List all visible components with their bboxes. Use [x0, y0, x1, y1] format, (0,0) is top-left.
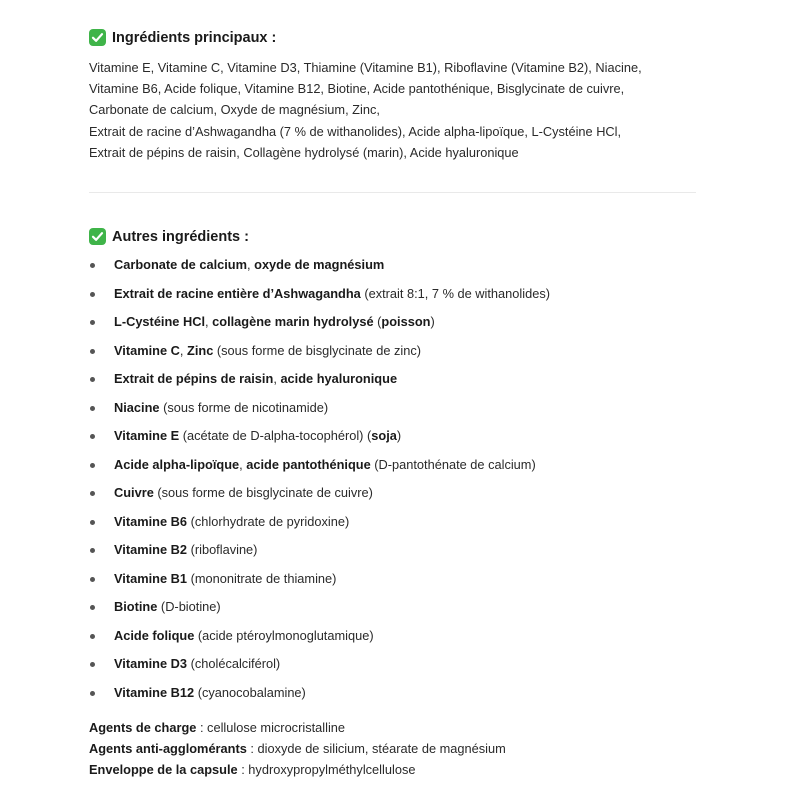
list-item-text [114, 284, 550, 304]
ingredient-detail: ( [373, 314, 382, 329]
ingredient-name: Vitamine C [114, 342, 180, 358]
paragraph-line: Extrait de pépins de raisin, Collagène hydrolysé (marin), Acide hyaluronique [89, 144, 519, 160]
footer-value: : hydroxypropylméthylcellulose [237, 762, 416, 777]
list-item-text [114, 398, 328, 418]
main-ingredients-paragraph [89, 57, 704, 163]
footer-label: Enveloppe de la capsule [89, 762, 238, 777]
list-item-text [114, 341, 421, 361]
ingredient-detail: (sous forme de nicotinamide) [159, 399, 329, 415]
bullet-icon [90, 406, 95, 411]
ingredient-name: oxyde de magnésium [254, 257, 385, 272]
footer-label: Agents anti-agglomérants [89, 741, 247, 756]
ingredient-name: Vitamine D3 [114, 656, 188, 671]
ingredient-detail: (riboflavine) [187, 542, 258, 557]
ingredient-detail: , [239, 456, 247, 472]
list-item-text [114, 369, 397, 389]
ingredient-name: soja [371, 428, 397, 443]
paragraph-line: Carbonate de calcium, Oxyde de magnésium, Zinc, [89, 102, 380, 118]
ingredient-detail: ) [396, 428, 402, 443]
ingredient-name: acide pantothénique [246, 456, 371, 472]
list-item-text [114, 312, 435, 332]
list-item-text [114, 455, 536, 475]
ingredient-detail: (sous forme de bisglycinate de zinc) [213, 342, 422, 358]
ingredient-name: acide hyaluronique [280, 371, 398, 386]
bullet-icon [90, 292, 95, 297]
list-item-text [114, 426, 401, 446]
bullet-icon [90, 320, 95, 325]
paragraph-line: Extrait de racine d’Ashwagandha (7 % de withanolides), Acide alpha-lipoïque, L-Cystéine HCl, [89, 123, 622, 139]
ingredient-name: Niacine [114, 399, 160, 415]
check-mark-icon [89, 228, 106, 245]
ingredient-detail: (chlorhydrate de pyridoxine) [187, 513, 350, 529]
bullet-icon [90, 548, 95, 553]
other-ingredients-heading [89, 228, 249, 245]
ingredient-detail: (cholécalciférol) [187, 656, 281, 671]
bullet-icon [90, 463, 95, 468]
ingredient-name: Vitamine B6 [114, 513, 188, 529]
bullet-icon [90, 434, 95, 439]
ingredient-detail: (mononitrate de thiamine) [187, 570, 337, 586]
main-ingredients-title: Ingrédients principaux : [112, 29, 277, 46]
bullet-icon [90, 634, 95, 639]
bullet-icon [90, 349, 95, 354]
ingredient-name: Vitamine B2 [114, 542, 188, 557]
ingredient-detail: (cyanocobalamine) [194, 684, 306, 700]
ingredients-document [89, 0, 709, 800]
main-ingredients-heading [89, 29, 276, 46]
bullet-icon [90, 491, 95, 496]
bullet-icon [90, 605, 95, 610]
ingredient-detail: ) [430, 314, 435, 329]
list-item-text [114, 654, 280, 674]
ingredient-name: Extrait de racine entière d’Ashwagandha [114, 285, 361, 301]
ingredient-name: Extrait de pépins de raisin [114, 371, 274, 386]
list-item-text [114, 569, 336, 589]
ingredient-detail: (extrait 8:1, 7 % de withanolides) [360, 285, 550, 301]
ingredient-name: Biotine [114, 599, 158, 614]
ingredient-detail: , [179, 342, 188, 358]
footer-row-capsule-shell [89, 759, 506, 780]
ingredient-detail: (acétate de D-alpha-tocophérol) ( [179, 428, 372, 443]
footer-value: : cellulose microcristalline [196, 720, 346, 735]
ingredient-name: Vitamine E [114, 428, 180, 443]
ingredient-name: L-Cystéine HCl [114, 314, 206, 329]
ingredient-detail: , [273, 371, 281, 386]
paragraph-line: Vitamine B6, Acide folique, Vitamine B12, Biotine, Acide pantothénique, Bisglycinate de cuivre, [89, 81, 625, 97]
footer-label: Agents de charge [89, 720, 197, 735]
ingredient-name: Cuivre [114, 485, 154, 500]
bullet-icon [90, 691, 95, 696]
list-item-text [114, 597, 221, 617]
bullet-icon [90, 377, 95, 382]
ingredient-detail: (D-pantothénate de calcium) [370, 456, 536, 472]
ingredient-name: poisson [381, 314, 431, 329]
bullet-icon [90, 263, 95, 268]
list-item-text [114, 540, 257, 560]
ingredient-name: Acide folique [114, 627, 195, 643]
ingredient-detail: (D-biotine) [157, 599, 221, 614]
ingredient-detail: (sous forme de bisglycinate de cuivre) [153, 485, 373, 500]
ingredient-detail: , [205, 314, 213, 329]
other-ingredients-title: Autres ingrédients : [112, 228, 249, 245]
ingredient-name: Zinc [187, 342, 214, 358]
list-item-text [114, 483, 373, 503]
ingredient-name: collagène marin hydrolysé [212, 314, 374, 329]
ingredient-name: Vitamine B1 [114, 570, 188, 586]
list-item-text [114, 626, 374, 646]
ingredient-detail: (acide ptéroylmonoglutamique) [194, 627, 374, 643]
ingredient-detail: , [247, 257, 255, 272]
paragraph-line: Vitamine E, Vitamine C, Vitamine D3, Thiamine (Vitamine B1), Riboflavine (Vitamine B2), Niacine, [89, 60, 642, 75]
list-item-text [114, 255, 384, 275]
bullet-icon [90, 662, 95, 667]
check-mark-icon [89, 29, 106, 46]
bullet-icon [90, 520, 95, 525]
footer-row-bulking-agents [89, 717, 506, 738]
ingredient-name: Vitamine B12 [114, 684, 195, 700]
ingredient-name: Acide alpha-lipoïque [114, 456, 240, 472]
additives-footer [89, 717, 506, 780]
footer-value: : dioxyde de silicium, stéarate de magnésium [246, 741, 506, 756]
section-divider [89, 192, 696, 193]
list-item-text [114, 512, 349, 532]
footer-row-anti-caking-agents [89, 738, 506, 759]
list-item-text [114, 683, 306, 703]
bullet-icon [90, 577, 95, 582]
ingredient-name: Carbonate de calcium [114, 257, 247, 272]
